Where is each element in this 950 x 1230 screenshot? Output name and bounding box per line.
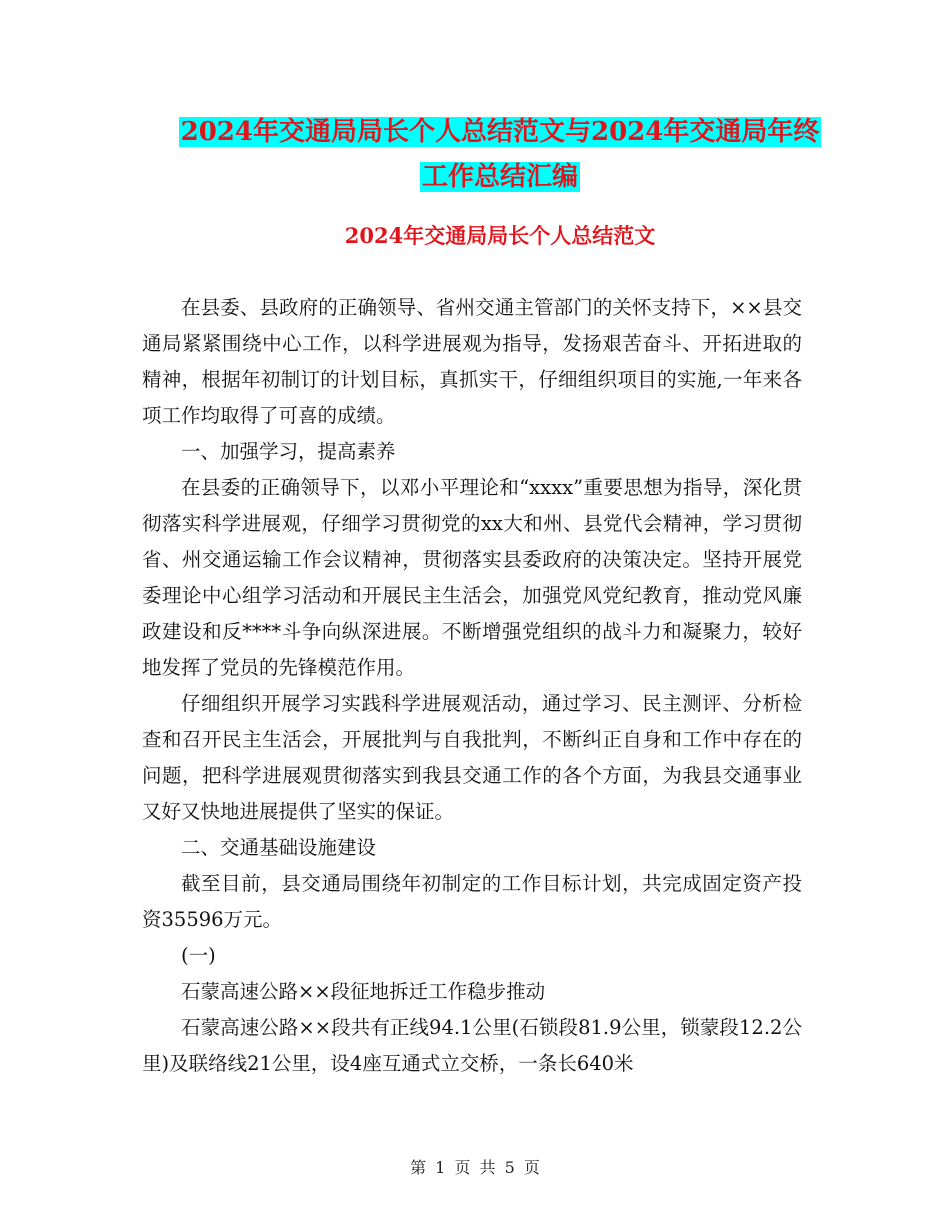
subsection-heading: 石蒙高速公路××段征地拆迁工作稳步推动 — [181, 980, 546, 1003]
paragraph: 在县委的正确领导下，以邓小平理论和“xxxx”重要思想为指导，深化贯彻落实科学进展观，仔细学习贯彻党的xx大和州、县党代会精神，学习贯彻省、州交通运输工作会议精神，贯彻落实县委政府的决策决定。坚持开展党委理论中心组学习活动和开展民主生活会，加强党风党纪教育，推动党风廉政建设和反****斗争向纵深进展。不断增强党组织的战斗力和凝聚力，较好地发挥了党员的先锋模范作用。 — [142, 476, 802, 679]
paragraph: 在县委、县政府的正确领导、省州交通主管部门的关怀支持下，××县交通局紧紧围绕中心工作，以科学进展观为指导，发扬艰苦奋斗、开拓进取的精神，根据年初制订的计划目标，真抓实干，仔细组织项目的实施,一年来各项工作均取得了可喜的成绩。 — [142, 296, 802, 427]
paragraph: 石蒙高速公路××段共有正线94.1公里(石锁段81.9公里，锁蒙段12.2公里)及联络线21公里，设4座互通式立交桥，一条长640米 — [142, 1016, 802, 1075]
paragraph: 仔细组织开展学习实践科学进展观活动，通过学习、民主测评、分析检查和召开民主生活会，开展批判与自我批判，不断纠正自身和工作中存在的问题，把科学进展观贯彻落实到我县交通工作的各个方面，为我县交通事业又好又快地进展提供了坚实的保证。 — [142, 692, 802, 823]
paragraph: 截至目前，县交通局围绕年初制定的工作目标计划，共完成固定资产投资35596万元。 — [142, 872, 802, 931]
document-body — [142, 290, 802, 1082]
document-title-line-1: 2024年交通局局长个人总结范文与2024年交通局年终 — [180, 117, 820, 147]
section-title: 2024年交通局局长个人总结范文 — [344, 223, 656, 248]
document-title-line-2: 工作总结汇编 — [421, 162, 578, 192]
section-heading: 一、加强学习，提高素养 — [181, 440, 396, 463]
document-title — [140, 110, 860, 200]
section-heading: 二、交通基础设施建设 — [181, 836, 377, 859]
page-footer: 第 1 页 共 5 页 — [410, 1158, 540, 1177]
subsection-number: (一) — [181, 944, 216, 967]
